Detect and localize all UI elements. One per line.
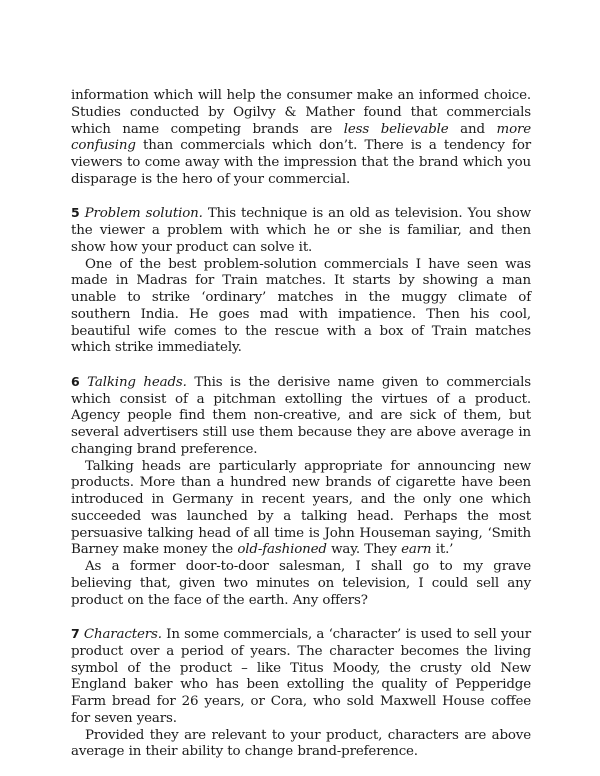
intro-text-3: than commercials which don’t. There is a tendency for viewers to come away with the impression that the brand which you disparage is the hero of your commercial. xyxy=(71,138,531,187)
section-7-paragraph-2: Provided they are relevant to your product, characters are above average in their ability to change brand-preference. xyxy=(71,727,531,760)
section-characters xyxy=(71,626,531,761)
section-title: Characters. xyxy=(83,627,162,642)
section-problem-solution xyxy=(71,205,531,357)
section-6-paragraph-3: As a former door-to-door salesman, I shall go to my grave believing that, given two minutes on television, I could sell any product on the face of the earth. Any offers? xyxy=(71,559,531,608)
intro-paragraph xyxy=(71,88,531,189)
section-6-lead-paragraph xyxy=(71,374,531,459)
paragraph-text-1: Talking heads are particularly appropriate for announcing new products. More than a hundred new brands of cigarette have been introduced in Germany in recent years, and the only one which succeeded was launched by a talking head. Perhaps the most persuasive talking head of all time is John Houseman saying, ‘Smith Barney make money the xyxy=(71,458,531,558)
section-6-paragraph-2 xyxy=(71,459,531,560)
paragraph-text-2: way. They xyxy=(326,542,402,558)
intro-section xyxy=(71,88,531,189)
section-number: 6 xyxy=(71,373,80,389)
section-5-lead-paragraph xyxy=(71,205,531,256)
intro-emphasis-more-confusing: more confusing xyxy=(71,121,532,154)
section-body: This is the derisive name given to commercials which consist of a pitchman extolling the virtues of a product. Agency people find them non-creative, and are sick of them, but several advertisers still use them because they are above average in changing brand preference. xyxy=(71,374,531,457)
section-body: This technique is an old as television. You show the viewer a problem with which he or she is familiar, and then show how your product can solve it. xyxy=(71,206,531,255)
intro-emphasis-less-believable: less believable xyxy=(343,121,449,137)
emphasis-old-fashioned: old-fashioned xyxy=(237,542,327,558)
section-5-paragraph-2: One of the best problem-solution commercials I have seen was made in Madras for Train matches. It starts by showing a man unable to strike ‘ordinary’ matches in the muggy climate of southern India. He goes mad with impatience. Then his cool, beautiful wife comes to the rescue with a box of Train matches which strike immediately. xyxy=(71,256,531,356)
section-7-lead-paragraph xyxy=(71,626,531,728)
intro-text-2: and xyxy=(448,121,497,137)
paragraph-text-3: it.’ xyxy=(431,542,454,558)
section-title: Problem solution. xyxy=(84,206,203,222)
section-title: Talking heads. xyxy=(87,374,187,390)
section-number: 5 xyxy=(71,205,80,221)
emphasis-earn: earn xyxy=(401,542,432,558)
intro-text-1: information which will help the consumer make an informed choice. Studies conducted by Ogilvy & Mather found that commercials which name competing brands are xyxy=(71,88,531,137)
section-number: 7 xyxy=(71,626,80,641)
section-talking-heads xyxy=(71,374,531,610)
document-page xyxy=(71,88,531,761)
section-body: In some commercials, a ‘character’ is used to sell your product over a period of years. The character becomes the living symbol of the product – like Titus Moody, the crusty old New England baker who has been extolling the quality of Pepperidge Farm bread for 26 years, or Cora, who sold Maxwell House coffee for seven years. xyxy=(71,627,531,726)
